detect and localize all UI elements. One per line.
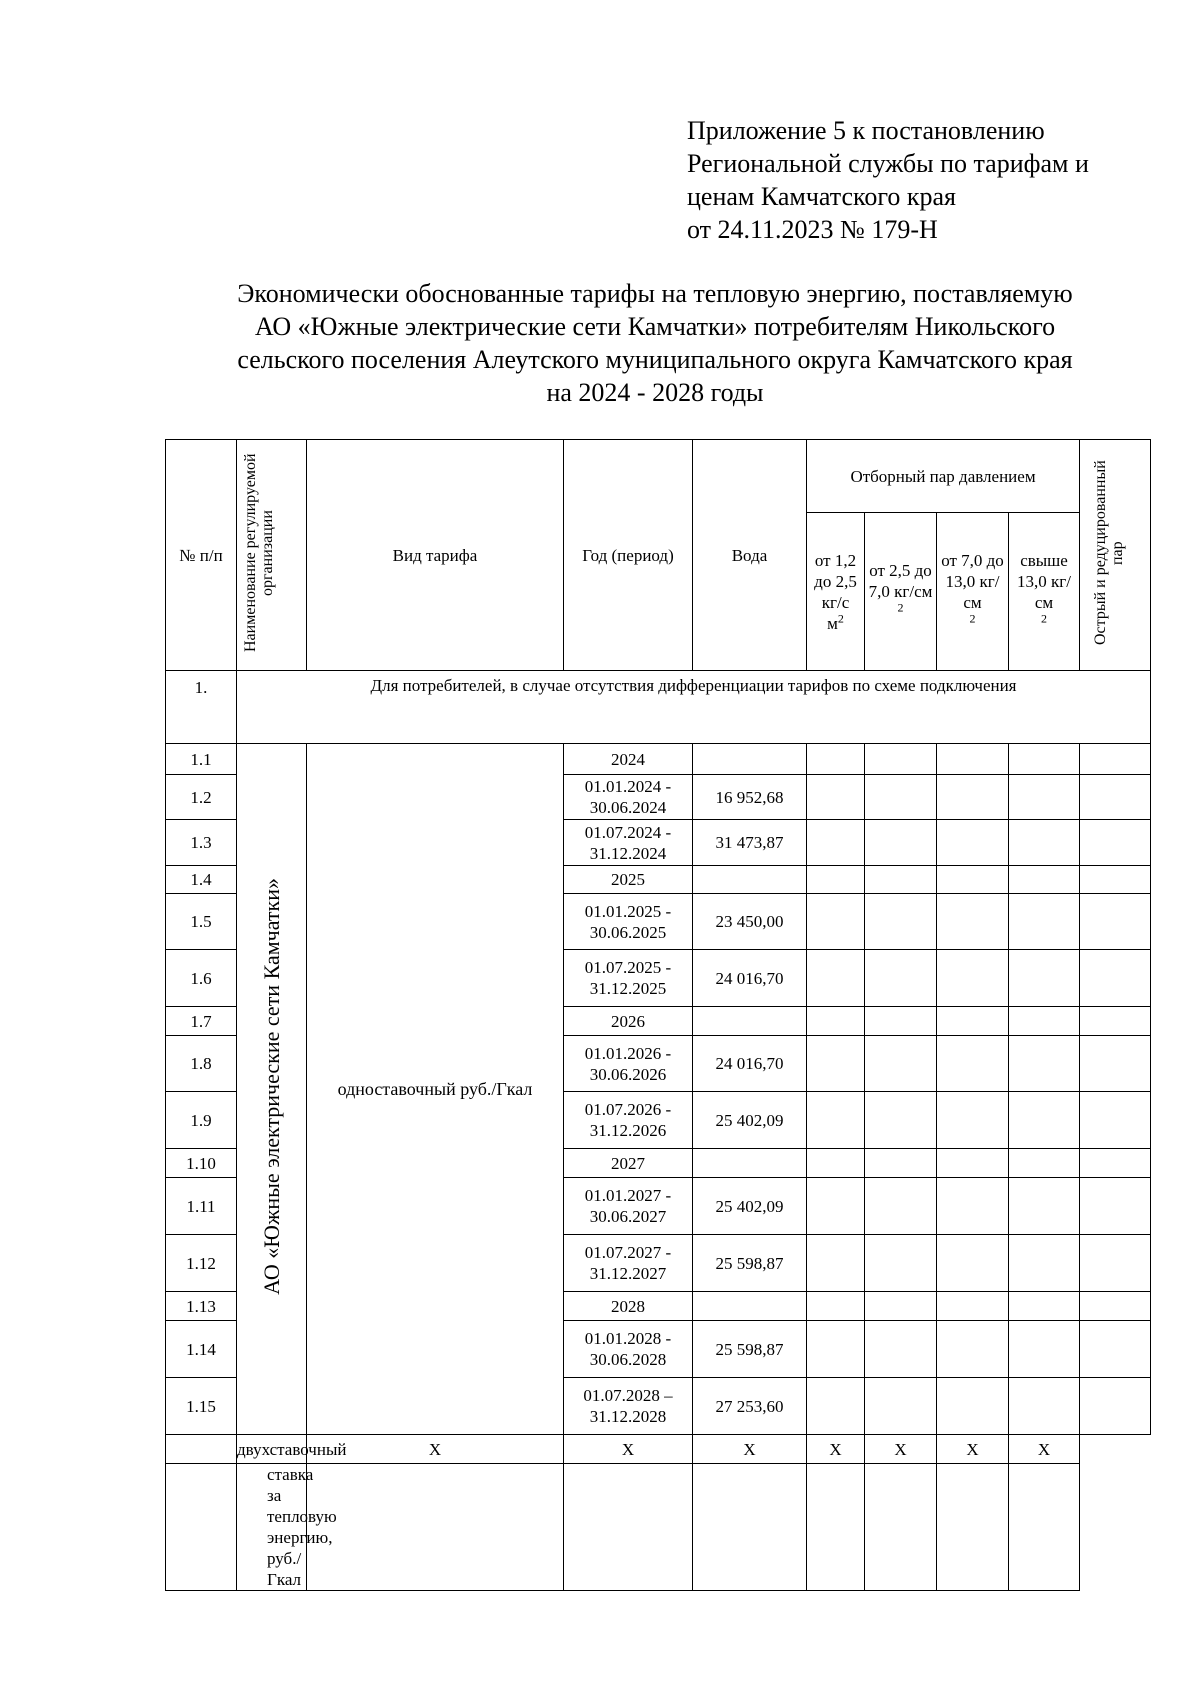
x-mark: X [693,1435,807,1464]
empty-cell [937,1092,1009,1149]
empty-cell [937,820,1009,866]
empty-cell [937,1235,1009,1292]
title-line: сельского поселения Алеутского муниципального округа Камчатского края [237,345,1073,374]
row-num: 1.14 [166,1321,237,1378]
x-mark: X [307,1435,564,1464]
empty-cell [937,744,1009,775]
appendix-block [687,114,1157,246]
superscript: 2 [969,610,976,625]
empty-cell [807,820,865,866]
empty-cell [1009,866,1080,894]
empty-cell [865,1464,937,1591]
header-tariff-type: Вид тарифа [307,440,564,671]
org-name-text: АО «Южные электрические сети Камчатки» [258,878,284,1295]
header-pressure-4 [1009,513,1080,671]
empty-cell [1009,775,1080,820]
header-year: Год (период) [564,440,693,671]
empty-cell [1080,1092,1151,1149]
empty-cell [1009,1378,1080,1435]
water-value: 25 598,87 [693,1321,807,1378]
empty-cell [807,1321,865,1378]
empty-cell [937,1036,1009,1092]
empty-cell [865,1235,937,1292]
empty-cell [807,744,865,775]
empty-cell [1080,1178,1151,1235]
empty-cell [1009,1464,1080,1591]
header-pressure-3-text: от 7,0 до 13,0 кг/см [941,550,1004,612]
empty-cell [865,950,937,1007]
empty-cell [937,1178,1009,1235]
org-name-cell [237,744,307,1435]
water-value: 24 016,70 [693,1036,807,1092]
empty-cell [1080,1321,1151,1378]
empty-cell [1080,866,1151,894]
empty-cell [937,866,1009,894]
header-num: № п/п [166,440,237,671]
empty-cell [807,950,865,1007]
document-title [160,277,1150,409]
header-water: Вода [693,440,807,671]
empty-cell [1080,744,1151,775]
empty-cell [865,1092,937,1149]
empty-cell [937,894,1009,950]
empty-cell [1009,894,1080,950]
empty-cell [807,1178,865,1235]
empty-cell [865,1321,937,1378]
empty-cell [1009,820,1080,866]
row-num: 1.5 [166,894,237,950]
empty-cell [865,866,937,894]
water-value: 31 473,87 [693,820,807,866]
section-num: 1. [166,671,237,744]
row-num: 1.8 [166,1036,237,1092]
row-num: 1.12 [166,1235,237,1292]
empty-cell [937,775,1009,820]
empty-cell [1080,1149,1151,1178]
x-mark: X [865,1435,937,1464]
empty-cell [1080,894,1151,950]
appendix-line: Региональной службы по тарифам и [687,149,1089,178]
superscript: 2 [1041,610,1047,625]
empty-cell [807,1036,865,1092]
empty-cell [937,1007,1009,1036]
empty-cell [807,1292,865,1321]
empty-cell [1009,950,1080,1007]
empty-cell [307,1464,564,1591]
water-value: 27 253,60 [693,1378,807,1435]
header-pressure-2 [865,513,937,671]
period-cell: 01.07.2027 - 31.12.2027 [564,1235,693,1292]
empty-cell [564,1464,693,1591]
two-rate-label: двухставочный [237,1435,307,1464]
empty-cell [1009,744,1080,775]
header-org-name [237,440,307,671]
header-pressure-1 [807,513,865,671]
empty-cell [166,1435,237,1464]
header-pressure-3 [937,513,1009,671]
empty-cell [865,820,937,866]
empty-cell [1009,1321,1080,1378]
empty-cell [807,1378,865,1435]
period-cell: 01.01.2026 - 30.06.2026 [564,1036,693,1092]
water-value: 25 598,87 [693,1235,807,1292]
section-text: Для потребителей, в случае отсутствия дифференциации тарифов по схеме подключения [237,671,1151,744]
water-value: 25 402,09 [693,1178,807,1235]
water-value: 23 450,00 [693,894,807,950]
empty-cell [937,950,1009,1007]
empty-cell [1080,1378,1151,1435]
period-cell: 01.01.2028 - 30.06.2028 [564,1321,693,1378]
empty-cell [865,744,937,775]
empty-cell [865,1036,937,1092]
header-pressure-2-text: от 2,5 до 7,0 кг/см [868,561,933,601]
empty-cell [1080,1007,1151,1036]
title-line: на 2024 - 2028 годы [546,378,764,407]
empty-cell [807,1464,865,1591]
year-cell: 2026 [564,1007,693,1036]
x-mark: X [807,1435,865,1464]
empty-cell [1080,950,1151,1007]
row-num: 1.6 [166,950,237,1007]
empty-cell [865,894,937,950]
row-num: 1.1 [166,744,237,775]
empty-cell [865,1292,937,1321]
empty-cell [1009,1149,1080,1178]
row-num: 1.2 [166,775,237,820]
row-num: 1.7 [166,1007,237,1036]
empty-cell [807,866,865,894]
x-mark: X [937,1435,1009,1464]
header-org-name-text: Наименование регулируемой организации [241,453,276,652]
empty-cell [1080,1235,1151,1292]
year-cell: 2027 [564,1149,693,1178]
header-sharp-steam [1080,440,1151,671]
empty-cell [1009,1092,1080,1149]
empty-cell [1009,1036,1080,1092]
period-cell: 01.07.2024 - 31.12.2024 [564,820,693,866]
header-steam-group: Отборный пар давлением [807,440,1080,513]
water-value [693,1292,807,1321]
row-num: 1.15 [166,1378,237,1435]
superscript: 2 [837,610,844,625]
appendix-line: Приложение 5 к постановлению [687,116,1045,145]
empty-cell [807,1235,865,1292]
appendix-line: от 24.11.2023 № 179-Н [687,215,938,244]
period-cell: 01.07.2025 - 31.12.2025 [564,950,693,1007]
row-num: 1.4 [166,866,237,894]
period-cell: 01.07.2026 - 31.12.2026 [564,1092,693,1149]
row-num: 1.10 [166,1149,237,1178]
empty-cell [1009,1235,1080,1292]
water-value [693,744,807,775]
empty-cell [807,1149,865,1178]
x-mark: X [564,1435,693,1464]
empty-cell [937,1378,1009,1435]
empty-cell [937,1292,1009,1321]
empty-cell [937,1321,1009,1378]
empty-cell [865,1178,937,1235]
empty-cell [807,894,865,950]
water-value [693,1149,807,1178]
x-mark: X [1009,1435,1080,1464]
water-value: 24 016,70 [693,950,807,1007]
empty-cell [1080,1036,1151,1092]
title-line: АО «Южные электрические сети Камчатки» потребителям Никольского [254,312,1056,341]
row-num: 1.3 [166,820,237,866]
empty-cell [807,775,865,820]
water-value [693,1007,807,1036]
water-value: 25 402,09 [693,1092,807,1149]
empty-cell [865,775,937,820]
empty-cell [807,1007,865,1036]
period-cell: 01.01.2024 - 30.06.2024 [564,775,693,820]
tariffs-table [165,439,1151,1591]
row-num: 1.13 [166,1292,237,1321]
year-cell: 2028 [564,1292,693,1321]
empty-cell [1080,820,1151,866]
empty-cell [693,1464,807,1591]
row-num: 1.11 [166,1178,237,1235]
empty-cell [807,1092,865,1149]
empty-cell [937,1464,1009,1591]
superscript: 2 [897,600,904,615]
water-value [693,866,807,894]
single-rate-label: одноставочный руб./Гкал [307,744,564,1435]
empty-cell [865,1007,937,1036]
header-pressure-4-text: свыше 13,0 кг/см [1017,550,1071,612]
appendix-line: ценам Камчатского края [687,182,956,211]
year-cell: 2024 [564,744,693,775]
header-pressure-1-text: от 1,2 до 2,5 кг/с [814,550,857,612]
period-cell: 01.07.2028 – 31.12.2028 [564,1378,693,1435]
heat-rate-label: ставка за тепловую энергию, руб./Гкал [237,1464,307,1591]
header-pressure-1-unit: м [827,613,838,633]
empty-cell [1080,1292,1151,1321]
empty-cell [865,1149,937,1178]
period-cell: 01.01.2025 - 30.06.2025 [564,894,693,950]
empty-cell [1009,1178,1080,1235]
empty-cell [1080,775,1151,820]
empty-cell [166,1464,237,1591]
empty-cell [865,1378,937,1435]
empty-cell [937,1149,1009,1178]
year-cell: 2025 [564,866,693,894]
water-value: 16 952,68 [693,775,807,820]
empty-cell [1009,1292,1080,1321]
header-sharp-steam-text: Острый и редуцированный пар [1092,460,1127,645]
title-line: Экономически обоснованные тарифы на тепловую энергию, поставляемую [237,279,1073,308]
empty-cell [1009,1007,1080,1036]
row-num: 1.9 [166,1092,237,1149]
period-cell: 01.01.2027 - 30.06.2027 [564,1178,693,1235]
